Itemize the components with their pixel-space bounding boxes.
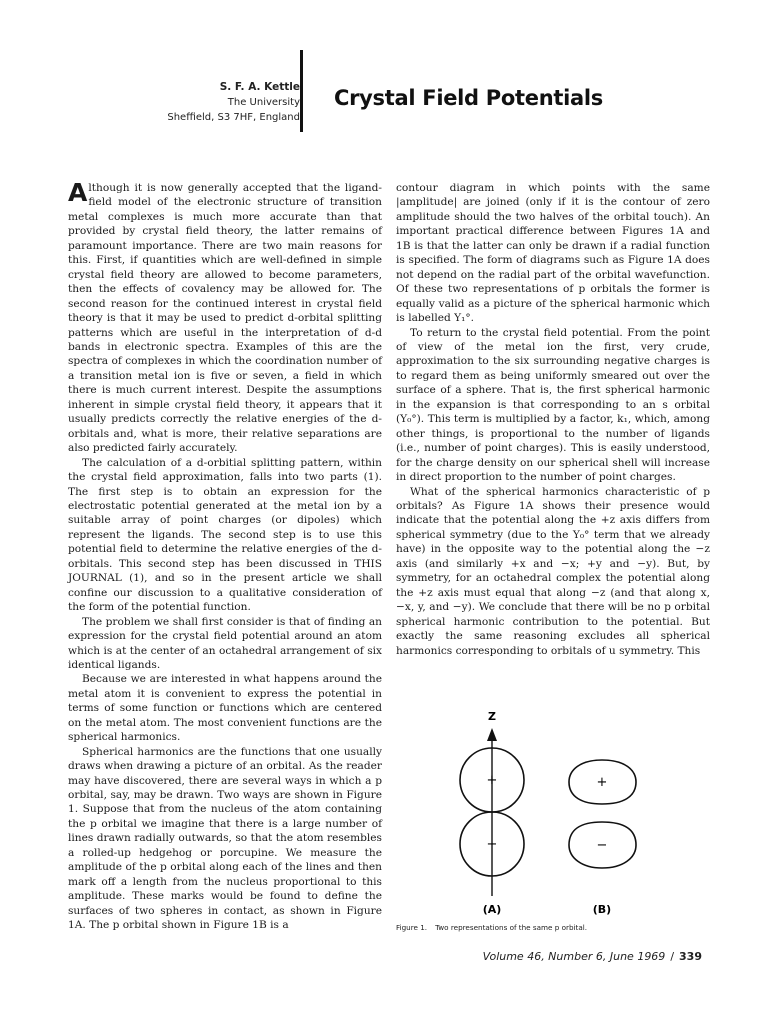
paragraph: contour diagram in which points with the same |amplitude| are joined (only if it is the contour of zero amplitude should the two halves of the orbital touch). An important practical difference between Figures 1A and 1B is that the latter can only be drawn if a radial function is specified. The form of diagrams such as Figure 1A does not depend on the radial part of the orbital wavefunction. Of these two representations of p orbitals the former is equally valid as a picture of the spherical harmonic which is labelled Y₁°. bbox=[396, 182, 710, 325]
paragraph: Although it is now generally accepted that the ligand-field model of the electronic structure of transition metal complexes is much more accurate than that provided by crystal field theory, the latter remains of paramount importance. There are two main reasons for this. First, if quantities which are well-defined in simple crystal field theory are allowed to become parameters, then the effects of covalency may be allowed for. The second reason for the continued interest in crystal field theory is that it may be used to predict d-orbital splitting patterns which are useful in the interpretation of d-d bands in electronic spectra. Examples of this are the spectra of complexes in which the coordination number of a transition metal ion is five or seven, a field in which there is much current interest. Despite the assumptions inherent in simple crystal field theory, it appears that it usually predicts correctly the relative energies of the d-orbitals and, what is more, their relative separations are also predicted fairly accurately. bbox=[68, 178, 382, 455]
figure-1-drawing bbox=[430, 708, 670, 926]
paragraph: The calculation of a d-orbitial splitting pattern, within the crystal field approximation, falls into two parts (1). The first step is to obtain an expression for the electrostatic potential generated at the metal ion by a suitable array of point charges (or dipoles) which represent the ligands. The second step is to use this potential field to determine the relative energies of the d-orbitals. This second step has been discussed in THIS JOURNAL (1), and so in the present article we shall confine our discussion to a qualitative consideration of the form of the potential function. bbox=[68, 456, 382, 614]
axis-arrowhead-icon bbox=[487, 728, 497, 741]
axis-label-z: Z bbox=[488, 710, 496, 723]
paragraph: The problem we shall first consider is that of finding an expression for the crystal field potential around an atom which is at the center of an octahedral arrangement of six identical ligands. bbox=[68, 615, 382, 671]
minus-sign-a: − bbox=[486, 837, 498, 852]
plus-sign-a: + bbox=[486, 773, 498, 788]
paragraph: Because we are interested in what happens around the metal atom it is convenient to express the potential in terms of some function or functions which are centered on the metal atom. The most convenient functions are the spherical harmonics. bbox=[68, 673, 382, 744]
drop-cap: A bbox=[68, 178, 88, 207]
affiliation-line: Sheffield, S3 7HF, England bbox=[167, 112, 300, 123]
header-divider bbox=[300, 50, 303, 132]
article-title: Crystal Field Potentials bbox=[334, 86, 603, 110]
paragraph: To return to the crystal field potential. From the point of view of the metal ion the first, very crude, approximation to the six surrounding negative charges is to regard them as being uniformly smeared out over the surface of a sphere. That is, the first spherical harmonic in the expansion is that corresponding to an s orbital (Y₀°). This term is multiplied by a factor, k₁, which, among other things, is proportional to the number of ligands (i.e., number of point charges). This is easily understood, for the charge density on our spherical shell will increase in direct proportion to the number of point charges. bbox=[396, 326, 710, 484]
figure-caption bbox=[396, 923, 716, 932]
caption-label: Figure 1. bbox=[396, 923, 428, 932]
plus-sign-b: + bbox=[596, 775, 608, 790]
issue-info: Volume 46, Number 6, June 1969 bbox=[482, 950, 666, 963]
panel-label-b: (B) bbox=[592, 903, 612, 916]
left-column bbox=[68, 178, 382, 933]
paragraph: What of the spherical harmonics characteristic of p orbitals? As Figure 1A shows their presence would indicate that the potential along the +z axis differs from spherical symmetry (due to the Y₀° term that we already have) in the opposite way to the potential along the −z axis (and similarly +x and −x; +y and −y). But, by symmetry, for an octahedral complex the potential along the +z axis must equal that along −z (and that along x, −x, y, and −y). We conclude that there will be no p orbital spherical harmonic contribution to the potential. But exactly the same reasoning excludes all spherical harmonics corresponding to orbitals of u symmetry. This bbox=[396, 485, 710, 657]
right-column bbox=[396, 181, 710, 658]
author-name: S. F. A. Kettle bbox=[219, 81, 300, 93]
figure-1 bbox=[430, 708, 670, 926]
author-block bbox=[40, 80, 300, 125]
paragraph: Spherical harmonics are the functions that one usually draws when drawing a picture of an orbital. As the reader may have discovered, there are several ways in which a p orbital, say, may be drawn. Two ways are shown in Figure 1. Suppose that from the nucleus of the atom containing the p orbital we imagine that there is a large number of lines drawn radially outwards, so that the atom resembles a rolled-up hedgehog or porcupine. We measure the amplitude of the p orbital along each of the lines and then mark off a length from the nucleus proportional to this amplitude. These marks would be found to define the surfaces of two spheres in contact, as shown in Figure 1A. The p orbital shown in Figure 1B is a bbox=[68, 745, 382, 932]
page-number: 339 bbox=[679, 950, 702, 963]
page-footer bbox=[483, 950, 702, 963]
panel-label-a: (A) bbox=[482, 903, 502, 916]
footer-separator: / bbox=[670, 950, 675, 963]
affiliation-line: The University bbox=[227, 97, 300, 108]
caption-text: Two representations of the same p orbital. bbox=[435, 923, 588, 932]
minus-sign-b: − bbox=[596, 838, 608, 853]
